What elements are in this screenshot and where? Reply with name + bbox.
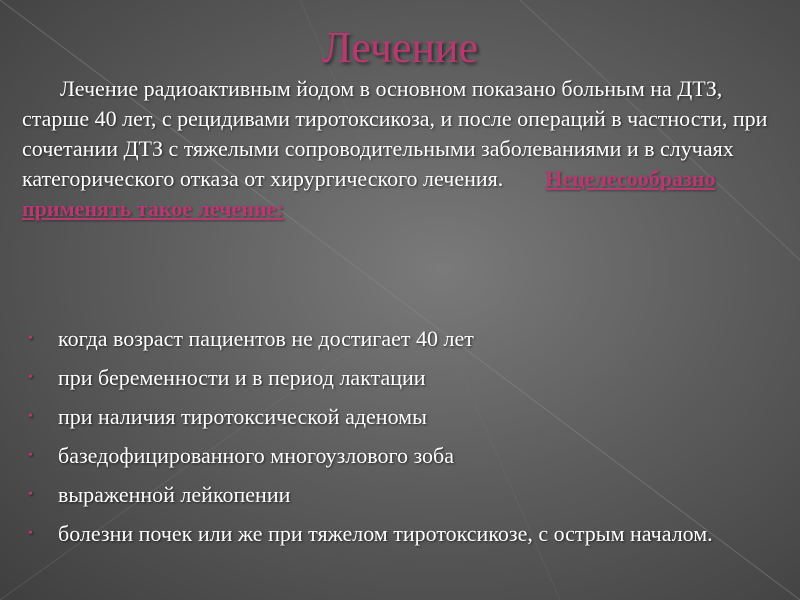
list-item: • когда возраст пациентов не достигает 40 лет [28, 324, 768, 354]
list-item: • при беременности и в период лактации [28, 363, 768, 393]
intro-text: Лечение радиоактивным йодом в основном показано больным на ДТЗ, старше 40 лет, с рецидивами тиротоксикоза, и после операций в частности, при сочетании ДТЗ с тяжелыми сопроводительными заболеваниями и в случаях категорического отказа от хирургического лечения. [22, 76, 768, 191]
list-item: • при наличия тиротоксической аденомы [28, 402, 768, 432]
bullet-dot-icon: • [28, 526, 33, 541]
bullet-dot-icon: • [28, 370, 33, 385]
bullet-dot-icon: • [28, 448, 33, 463]
intro-paragraph [22, 74, 782, 224]
list-item: • болезни почек или же при тяжелом тиротоксикозе, с острым началом. [28, 519, 768, 549]
bullet-dot-icon: • [28, 487, 33, 502]
list-item: • выраженной лейкопении [28, 480, 768, 510]
bullet-dot-icon: • [28, 331, 33, 346]
contraindication-heading: Нецелесообразно применять такое лечение: [22, 166, 716, 221]
slide-title: Лечение [321, 23, 479, 72]
bullet-dot-icon: • [28, 409, 33, 424]
list-item: • базедофицированного многоузлового зоба [28, 441, 768, 471]
contraindication-list [28, 324, 768, 558]
